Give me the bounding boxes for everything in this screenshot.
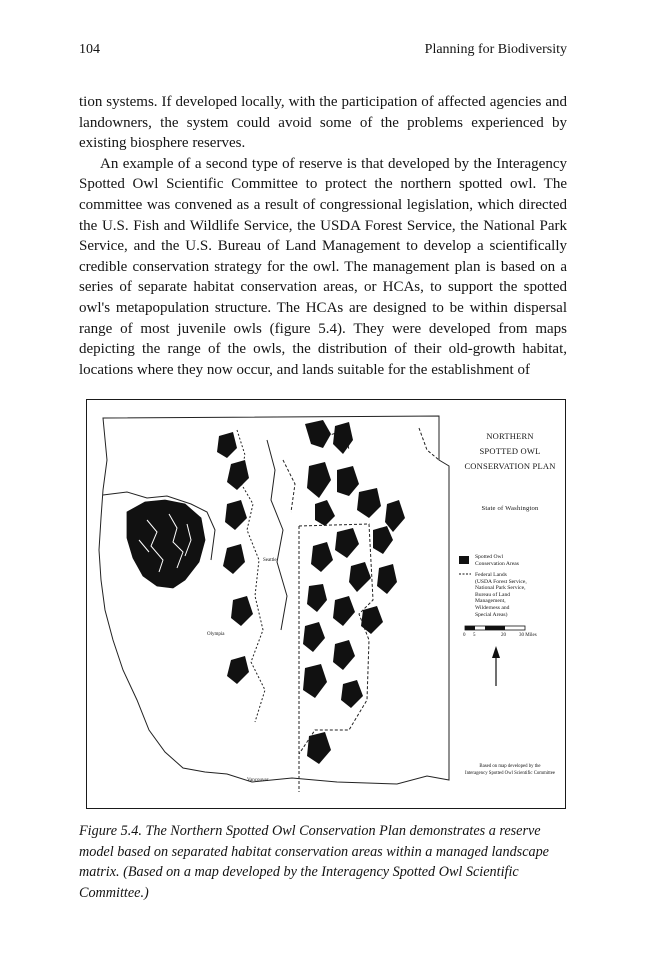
page-header <box>79 42 567 62</box>
caption-text: The Northern Spotted Owl Conservation Plan demonstrates a reserve model based on separated habitat conservation areas within a managed landscape matrix. (Based on a map developed by the Interagency Spotted Owl Scientific Committee.) <box>79 823 549 901</box>
state-label: State of Washington <box>481 505 539 512</box>
body-text <box>79 92 567 380</box>
legend-federal-label: Federal Lands (USDA Forest Service, National Park Service, Bureau of Land Management, Wilderness and Special Areas) <box>475 572 527 618</box>
place-label-olympia: Olympia <box>207 632 225 637</box>
scale-tick-label: 20 <box>501 633 506 638</box>
caption-label: Figure 5.4. <box>79 823 142 839</box>
paragraph: tion systems. If developed locally, with the participation of affected agencies and landowners, the system could avoid some of the problems experienced by existing biosphere reserves. <box>79 94 567 152</box>
page-number: 104 <box>79 42 100 57</box>
scale-tick-label: 30 Miles <box>519 633 537 638</box>
figure-map <box>86 399 566 809</box>
conservation-areas-cascades <box>217 420 405 764</box>
map-title-line: NORTHERN <box>486 431 534 441</box>
place-label-seattle: Seattle <box>263 558 277 563</box>
map-outline <box>99 416 449 792</box>
paragraph: An example of a second type of reserve is that developed by the Interagency Spotted Owl Scientific Committee to protect the northern spotted owl. The committee was convened as a result of congressional legislation, which directed the U.S. Fish and Wildlife Service, the USDA Forest Service, the National Park Service, and the U.S. Bureau of Land Management to develop a scientifically credible conservation strategy for the owl. The management plan is based on a series of separate habitat conservation areas, or HCAs, to support the spotted owl's metapopulation structure. The HCAs are designed to be within dispersal range of most juvenile owls (figure 5.4). They were developed from maps depicting the range of the owls, the distribution of their old-growth habitat, locations where they now occur, and lands suitable for the establishment of <box>79 155 567 378</box>
scale-bar <box>465 626 525 630</box>
north-arrow <box>492 646 500 686</box>
legend-hca-label: Spotted Owl Conservation Areas <box>475 554 519 567</box>
running-title: Planning for Biodiversity <box>424 42 567 57</box>
legend-swatch-hca <box>459 556 469 564</box>
conservation-area <box>127 500 205 588</box>
figure-caption <box>79 821 569 903</box>
map-title-line: CONSERVATION PLAN <box>464 461 556 471</box>
scale-tick-label: 0 <box>463 633 466 638</box>
scale-tick-label: 5 <box>473 633 476 638</box>
place-label-vancouver: Vancouver <box>247 778 269 783</box>
map-title-line: SPOTTED OWL <box>479 446 541 456</box>
map-source-note: Based on map developed by the Interagency Spotted Owl Scientific Committee <box>464 764 556 776</box>
